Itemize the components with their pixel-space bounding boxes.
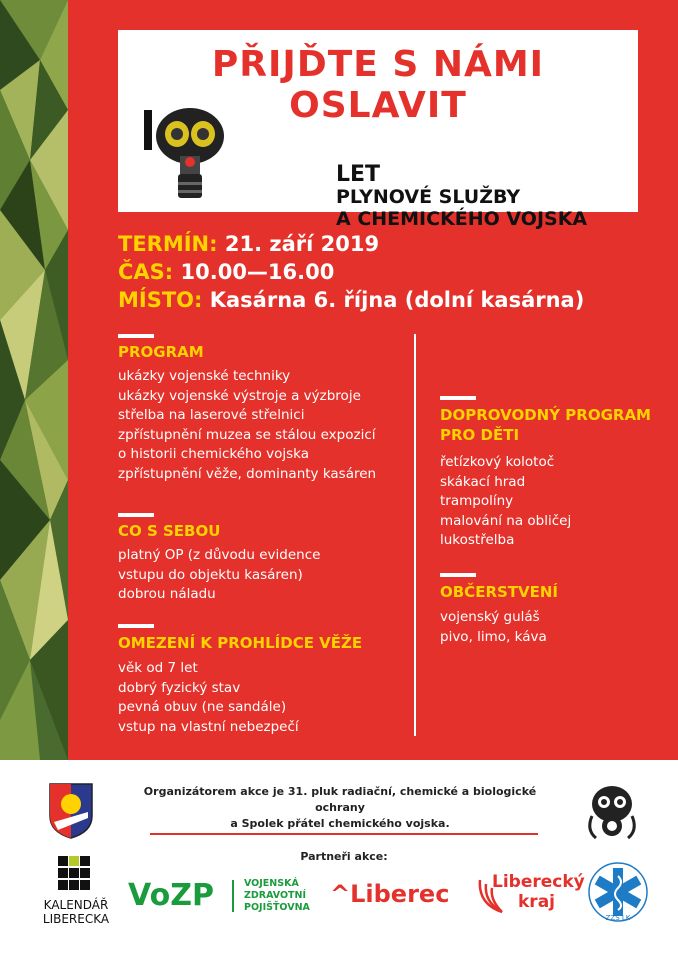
section-dash	[118, 624, 154, 628]
termin-label: TERMÍN:	[118, 232, 218, 256]
zzs-lk-star-of-life-logo	[588, 862, 648, 922]
omezeni-list	[118, 659, 299, 737]
section-dash	[118, 334, 154, 338]
liberec-logo: ^Liberec	[330, 880, 450, 908]
deti-list	[440, 453, 571, 551]
regiment-shield-logo	[48, 782, 94, 840]
list-item: zpřístupnění věže, dominanty kasáren	[118, 465, 377, 482]
co-s-sebou-list	[118, 546, 320, 605]
list-item: skákací hrad	[440, 473, 526, 490]
misto-value: Kasárna 6. října (dolní kasárna)	[209, 288, 585, 312]
subtitle-line-1: PLYNOVÉ SLUŽBY	[336, 186, 521, 208]
misto-line	[118, 288, 584, 312]
footer	[0, 760, 678, 960]
column-divider	[414, 334, 416, 736]
partners-label: Partneři akce:	[300, 850, 388, 863]
kalendar-line-2: LIBERECKA	[42, 912, 110, 926]
section-dash	[440, 396, 476, 400]
deti-heading-line-2: PRO DĚTI	[440, 426, 520, 444]
cas-value: 10.00—16.00	[180, 260, 335, 284]
kraj-line-2: kraj	[518, 892, 555, 912]
vozp-line-1: VOJENSKÁ	[244, 878, 299, 889]
kalendar-line-1: KALENDÁŘ	[43, 898, 109, 912]
let-label: LET	[336, 162, 381, 187]
page-title: PŘIJĎTE S NÁMI OSLAVIT	[211, 44, 545, 126]
misto-label: MÍSTO:	[118, 288, 203, 312]
section-dash	[118, 513, 154, 517]
camouflage-strip	[0, 0, 68, 760]
vozp-text	[244, 878, 310, 914]
organizer-text	[130, 784, 550, 832]
footer-divider	[150, 833, 538, 835]
list-item: vstup na vlastní nebezpečí	[118, 718, 299, 735]
list-item: pevná obuv (ne sandále)	[118, 699, 287, 715]
list-item: střelba na laserové střelnici	[118, 407, 305, 423]
termin-value: 21. září 2019	[224, 232, 380, 256]
kalendar-grid-icon	[58, 856, 90, 892]
omezeni-heading: OMEZENÍ K PROHLÍDCE VĚŽE	[118, 634, 363, 652]
cas-label: ČAS:	[118, 260, 174, 284]
obcerstveni-list	[440, 608, 547, 647]
program-list	[118, 367, 376, 484]
organizer-line-2: a Spolek přátel chemického vojska.	[230, 817, 450, 830]
list-item: zpřístupnění muzea se stálou expozicí	[118, 426, 376, 443]
list-item: trampolíny	[440, 493, 514, 509]
list-item: řetízkový kolotoč	[440, 454, 555, 470]
kalendar-liberecka-logo	[36, 898, 116, 926]
list-item: ukázky vojenské výstroje a výzbroje	[118, 387, 361, 404]
vozp-logo: VoZP	[128, 878, 214, 913]
list-item: dobrý fyzický stav	[118, 679, 241, 696]
list-item: ukázky vojenské techniky	[118, 368, 291, 384]
obcerstveni-heading: OBČERSTVENÍ	[440, 583, 559, 601]
deti-heading-line-1: DOPROVODNÝ PROGRAM	[440, 406, 651, 424]
zzs-text: ZZS LK	[605, 914, 631, 922]
cas-line	[118, 260, 334, 284]
list-item: věk od 7 let	[118, 660, 198, 676]
list-item: pivo, limo, káva	[440, 628, 547, 645]
list-item: vstupu do objektu kasáren)	[118, 566, 303, 583]
co-s-sebou-heading: CO S SEBOU	[118, 522, 221, 540]
gas-mask-100-logo	[144, 104, 234, 204]
list-item: malování na obličej	[440, 512, 572, 529]
liberecky-kraj-logo	[474, 872, 585, 916]
vozp-line-2: ZDRAVOTNÍ	[244, 890, 307, 901]
organizer-line-1: Organizátorem akce je 31. pluk radiační, chemické a biologické ochrany	[143, 785, 537, 814]
list-item: dobrou náladu	[118, 586, 216, 602]
kraj-line-1: Liberecký	[492, 872, 585, 892]
termin-line	[118, 232, 379, 256]
title-box	[118, 30, 638, 230]
list-item: lukostřelba	[440, 532, 515, 548]
list-item: platný OP (z důvodu evidence	[118, 547, 321, 563]
program-heading: PROGRAM	[118, 343, 204, 361]
gas-mask-society-logo	[582, 780, 642, 842]
list-item: vojenský guláš	[440, 609, 540, 625]
subtitle-line-2: A CHEMICKÉHO VOJSKA	[336, 208, 588, 230]
deti-heading	[440, 405, 651, 445]
list-item: o historii chemického vojska	[118, 446, 310, 462]
section-dash	[440, 573, 476, 577]
vozp-line-3: POJIŠŤOVNA	[244, 902, 310, 913]
vozp-separator	[232, 880, 234, 912]
